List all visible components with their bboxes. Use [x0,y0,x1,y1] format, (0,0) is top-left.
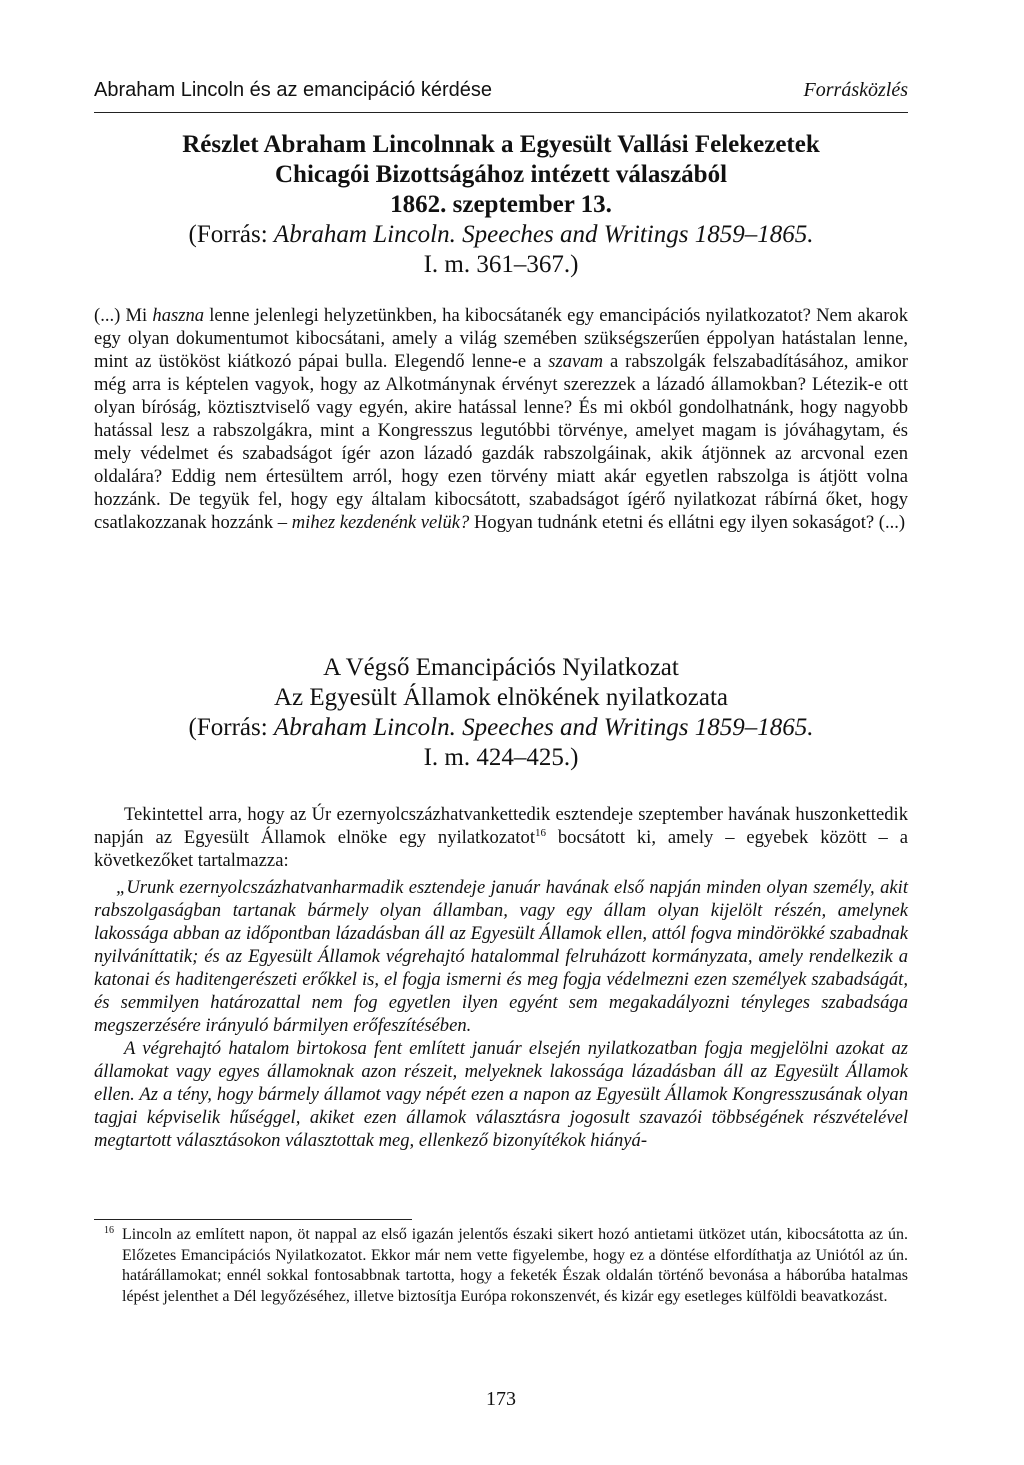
section2-intro-text: bocsátott ki, amely – egyebek között – a következőket tartalmazza: [94,827,908,871]
page-number: 173 [486,1388,516,1410]
section2-source-prefix: (Forrás: [188,714,274,741]
section1-text: a rabszolgák felszabadításához, amikor még arra is képtelen vagyok, hogy az Alkotmánynak érvényt szerezzek a lázadó államokban? Létezik-e ott olyan bíróság, köztisztviselő vagy egyén, akire hatással lenne? És mi okból gondolhatnánk, hogy nagyobb hatással lesz a rabszolgákra, mint a Kongresszus legutóbbi törvénye, amelyet magam is jóváhagytam, és mely védelmet és szabadságot ígér azon lázadó gazdák rabszolgáinak, akik átjönnek az arcvonal ezen oldalára? Eddig nem értesültem arról, hogy ezen törvény miatt akár egyetlen rabszolga is átjött volna hozzánk. De tegyük fel, hogy egy általam kibocsátott, szabadságot ígérő nyilatkozat rábírná őket, hogy csatlakozzanak hozzánk – [94,351,908,533]
section2-heading [94,653,908,773]
section1-source-pages: I. m. 361–367.) [423,251,579,278]
section1-text: Hogyan tudnánk etetni és ellátni egy ilyen sokaságot? (...) [469,512,906,533]
section2-source [94,713,908,743]
footnote-rule [94,1219,412,1220]
proclamation-quote [94,876,908,1152]
section1-emphasis: haszna [152,305,205,326]
section1-title-line1: Részlet Abraham Lincolnnak a Egyesült Vallási Felekezetek [182,131,820,158]
section1-title-line2: Chicagói Bizottságához intézett válaszából [274,161,728,188]
running-head-section: Forrásközlés [803,79,908,101]
section1-source-prefix: (Forrás: [188,221,274,248]
quote-paragraph: „Urunk ezernyolcszázhatvanharmadik esztendeje január havának első napján minden olyan személy, akit rabszolgaságban tartanak bármely olyan államban, vagy egy állam olyan kijelölt részén, amelynek lakossága abban az időpontban lázadásban áll az Egyesült Államok ellen, attól fogva mindörökké szabadnak nyilváníttatik; és az Egyesült Államok végrehajtó hatalommal felruházott kormányzata, amely rendelkezik a katonai és haditengerészeti erőkkel is, el fogja ismerni és meg fogja védelmezni ezen személyek szabadságát, és semmilyen határozattal nem fog egyetlen ilyen egyént sem megakadályozni tényleges szabadsága megszerzésére irányuló bármilyen erőfeszítésében. [94,877,908,1036]
section2-title-line1: A Végső Emancipációs Nyilatkozat [323,654,679,681]
section1-heading [94,130,908,280]
footnote [94,1225,908,1307]
section2-intro [94,803,908,872]
header-rule [94,112,908,113]
section1-source-title: Abraham Lincoln. Speeches and Writings 1859–1865. [273,221,814,248]
running-head [94,76,908,104]
section1-date: 1862. szeptember 13. [390,191,612,218]
section1-source [94,220,908,250]
footnote-text: Lincoln az említett napon, öt nappal az első igazán jelentős északi sikert hozó antietami ütközet után, kibocsátotta az ún. Előzetes Emancipációs Nyilatkozatot. Ekkor már nem vette figyelembe, hogy ez a döntése elfordíthatja az Uniótól az ún. határállamokat; ennél sokkal fontosabbnak tartotta, hogy a feketék Észak oldalán történő bevonása a háborúba hatalmas lépést jelenthet a Dél legyőzéséhez, illetve biztosítja Európa rokonszenvét, és kizár egy esetleges külföldi beavatkozást. [122,1226,908,1305]
section1-emphasis: mihez kezdenénk velük? [291,512,470,533]
section1-paragraph [94,304,908,534]
section1-text: lenne jelenlegi helyzetünkben, ha kibocsátanék egy emancipációs nyilatkozatot? Nem akarok egy olyan dokumentumot kibocsátani, amely a világ szemében szükségszerűen éppolyan hatástalan lenne, mint az üstököst kiátkozó pápai bulla. Elegendő lenne-e a [94,305,908,372]
footnote-number: 16 [104,1224,114,1236]
section2-source-title: Abraham Lincoln. Speeches and Writings 1859–1865. [273,714,814,741]
section2-title-line2: Az Egyesült Államok elnökének nyilatkozata [273,684,729,711]
footnote-reference[interactable]: 16 [534,826,546,839]
section1-text: (...) Mi [94,305,153,326]
section2-source-pages: I. m. 424–425.) [423,744,579,771]
quote-paragraph: A végrehajtó hatalom birtokosa fent említett január elsején nyilatkozatban fogja megjelölni azokat az államokat vagy egyes államoknak azon részeit, melyeknek lakossága lázadásban áll az Egyesült Államok ellen. Az a tény, hogy bármely államot vagy népét ezen a napon az Egyesült Államok Kongresszusának olyan tagjai képviselik hűséggel, akiket ezen államok választásra jogosult szavazói többségének részvételével megtartott választásokon választottak meg, ellenkező bizonyítékok hiányá- [94,1038,908,1151]
section1-emphasis: szavam [548,351,604,372]
running-head-title: Abraham Lincoln és az emancipáció kérdése [94,79,492,101]
section2-intro-text: Tekintettel arra, hogy az Úr ezernyolcszázhatvankettedik esztendeje szeptember havának huszonkettedik napján az Egyesült Államok elnöke egy nyilatkozatot [94,804,908,848]
